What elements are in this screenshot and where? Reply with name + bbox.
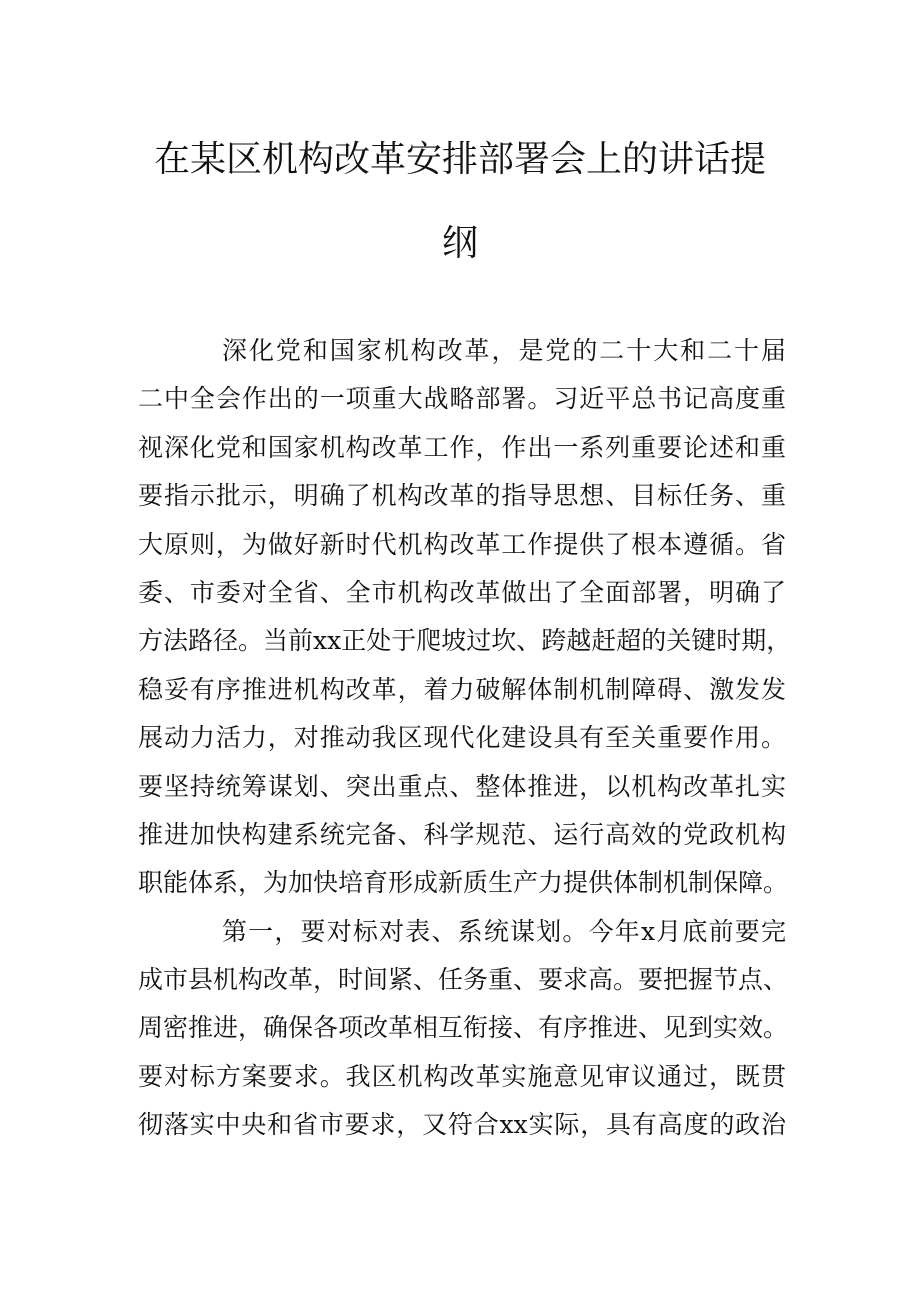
body-line: 周密推进，确保各项改革相互衔接、有序推进、见到实效。 — [138, 1013, 789, 1043]
body-line: 要指示批示，明确了机构改革的指导思想、目标任务、重 — [138, 481, 786, 511]
body-line: 稳妥有序推进机构改革，着力破解体制机制障碍、激发发 — [138, 674, 786, 704]
body-line: 大原则，为做好新时代机构改革工作提供了根本遵循。省 — [138, 529, 786, 559]
body-line: 职能体系，为加快培育形成新质生产力提供体制机制保障。 — [138, 868, 789, 898]
body-line: 二中全会作出的一项重大战略部署。习近平总书记高度重 — [138, 384, 786, 414]
body-line: 视深化党和国家机构改革工作，作出一系列重要论述和重 — [138, 432, 786, 462]
document-title-line-1: 在某区机构改革安排部署会上的讲话提 — [153, 139, 766, 180]
body-line: 推进加快构建系统完备、科学规范、运行高效的党政机构 — [138, 819, 786, 849]
document-title-line-2: 纲 — [441, 223, 478, 264]
body-line: 要对标方案要求。我区机构改革实施意见审议通过，既贯 — [138, 1061, 786, 1091]
body-line: 委、市委对全省、全市机构改革做出了全面部署，明确了 — [138, 577, 786, 607]
document-body — [138, 327, 792, 1150]
body-line: 方法路径。当前xx正处于爬坡过坎、跨越赶超的关键时期， — [138, 626, 792, 656]
body-line: 要坚持统筹谋划、突出重点、整体推进，以机构改革扎实 — [138, 771, 786, 801]
body-line: 第一，要对标对表、系统谋划。今年x月底前要完 — [222, 916, 786, 946]
body-line: 展动力活力，对推动我区现代化建设具有至关重要作用。 — [138, 723, 786, 753]
body-line: 彻落实中央和省市要求，又符合xx实际，具有高度的政治 — [138, 1110, 786, 1140]
body-line: 成市县机构改革，时间紧、任务重、要求高。要把握节点、 — [138, 965, 789, 995]
body-line: 深化党和国家机构改革，是党的二十大和二十届 — [222, 336, 786, 365]
